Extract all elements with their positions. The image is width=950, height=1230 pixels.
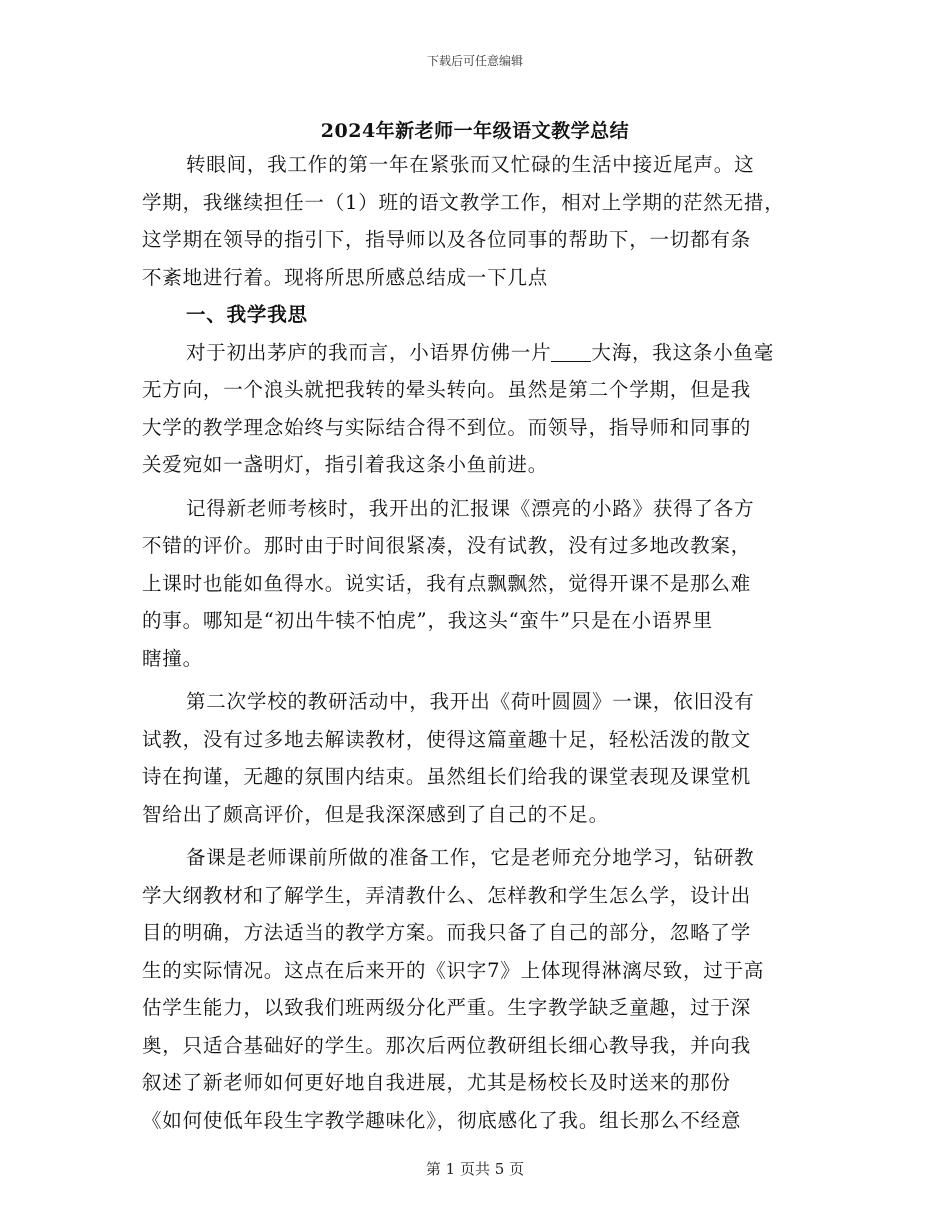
- header-note: 下载后可任意编辑: [426, 54, 523, 68]
- text-line: 备课是老师课前所做的准备工作，它是老师充分地学习，钻研教: [186, 846, 755, 869]
- text-line: 瞎撞。: [142, 646, 203, 670]
- text-line: 学期，我继续担任一（1）班的语文教学工作，相对上学期的茫然无措，: [142, 190, 785, 214]
- text-line: 目的明确，方法适当的教学方案。而我只备了自己的部分，忽略了学: [142, 921, 752, 944]
- paragraph-learning: [142, 334, 822, 484]
- text-line: 记得新老师考核时，我开出的汇报课《漂亮的小路》获得了各方: [186, 496, 755, 520]
- text-line: 诗在拘谨，无趣的氛围内结束。虽然组长们给我的课堂表现及课堂机: [142, 765, 752, 788]
- text-line: 的事。哪知是“初出牛犊不怕虎”，我这头“蛮牛”只是在小语界里: [142, 609, 713, 632]
- text-line: 上课时也能如鱼得水。说实话，我有点飘飘然，觉得开课不是那么难: [142, 571, 752, 595]
- paragraph-intro: [142, 146, 822, 296]
- text-line: 不紊地进行着。现将所思所感总结成一下几点: [142, 265, 549, 289]
- text-line: 不错的评价。那时由于时间很紧凑，没有试教，没有过多地改教案，: [142, 534, 752, 557]
- page-footer: 第 1 页共 5 页: [425, 1160, 525, 1178]
- text-line: 《如何使低年段生字教学趣味化》，彻底感化了我。组长那么不经意: [142, 1108, 742, 1132]
- text-line: 无方向，一个浪头就把我转的晕头转向。虽然是第二个学期，但是我: [142, 378, 752, 401]
- text-segment: 大海，我这条小鱼毫: [591, 340, 775, 364]
- text-line: 这学期在领导的指引下，指导师以及各位同事的帮助下，一切都有条: [142, 228, 752, 251]
- text-line: 第二次学校的教研活动中，我开出《荷叶圆圆》一课，依旧没有: [186, 690, 755, 713]
- text-line: 大学的教学理念始终与实际结合得不到位。而领导，指导师和同事的: [142, 415, 752, 439]
- document-title: 2024年新老师一年级语文教学总结: [320, 120, 630, 142]
- text-line: 关爱宛如一盏明灯，指引着我这条小鱼前进。: [142, 453, 549, 476]
- text-line: 转眼间，我工作的第一年在紧张而又忙碌的生活中接近尾声。这: [186, 153, 755, 176]
- text-line: 生的实际情况。这点在后来开的《识字7》上体现得淋漓尽致，过于高: [142, 958, 765, 982]
- text-line: 智给出了颇高评价，但是我深深感到了自己的不足。: [142, 802, 609, 826]
- fill-blank: [551, 341, 591, 362]
- text-line: 估学生能力，以致我们班两级分化严重。生字教学缺乏童趣，过于深: [142, 996, 752, 1019]
- text-line: 试教，没有过多地去解读教材，使得这篇童趣十足，轻松活泼的散文: [142, 727, 752, 751]
- paragraph-research: [142, 683, 822, 833]
- text-line: 学大纲教材和了解学生，弄清教什么、怎样教和学生怎么学，设计出: [142, 883, 752, 907]
- document-body: [142, 146, 822, 1139]
- paragraph-lesson-prep: [142, 839, 822, 1139]
- text-segment: 对于初出茅庐的我而言，小语界仿佛一片: [186, 340, 552, 364]
- text-line: 奥，只适合基础好的学生。那次后两位教研组长细心教导我，并向我: [142, 1033, 752, 1057]
- text-line: 叙述了新老师如何更好地自我进展，尤其是杨校长及时送来的那份: [142, 1071, 731, 1094]
- text-line: [142, 334, 822, 372]
- section-heading: 一、我学我思: [186, 303, 308, 326]
- paragraph-assessment: [142, 490, 822, 678]
